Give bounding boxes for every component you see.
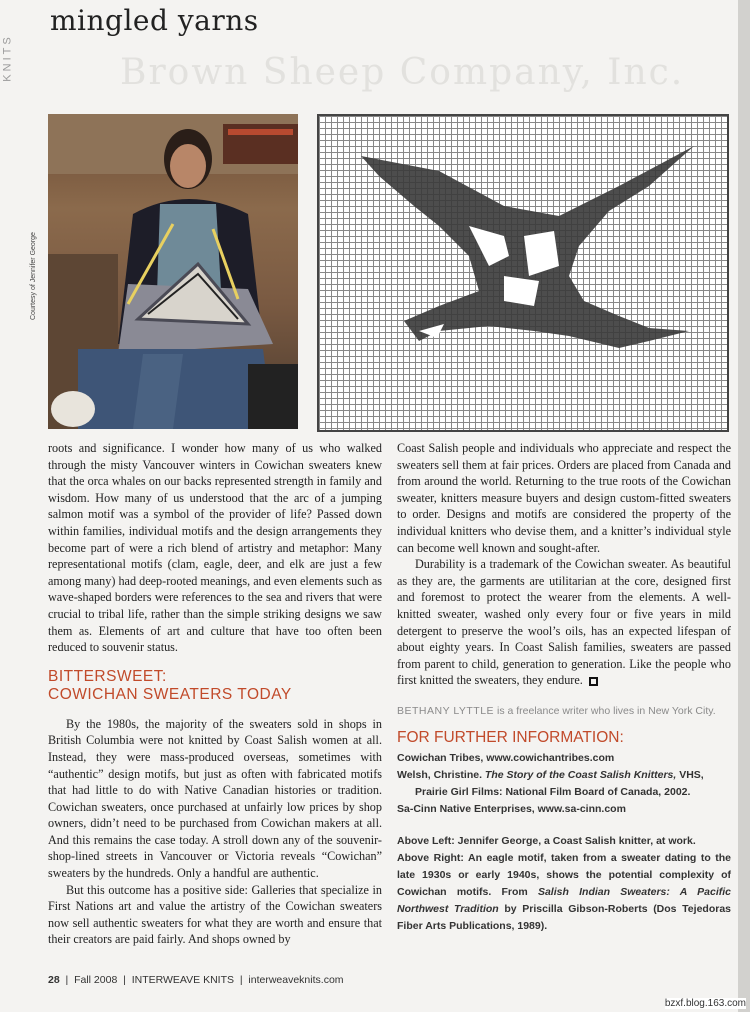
caption-left: Above Left: Jennifer George, a Coast Salish knitter, at work. xyxy=(397,835,696,848)
article-column-left xyxy=(48,440,382,948)
page-number: 28 xyxy=(48,974,60,986)
section-heading: BITTERSWEET: COWICHAN SWEATERS TODAY xyxy=(48,667,292,703)
photo-credit: Courtesy of Jennifer George xyxy=(30,232,37,320)
caption-right: Above Right: An eagle motif, taken from a sweater dating to the late 1930s or early 1940s, shows the potential complexity of Cowichan motifs. From Salish Indian Sweaters: A Pacific Northwest Tradition by Priscilla Gibson-Roberts (Dos Tejedoras Fiber Arts Publications, 1989). xyxy=(397,852,731,933)
page-edge-shadow xyxy=(738,0,750,1012)
article-column-right xyxy=(397,440,731,935)
eagle-motif-chart xyxy=(317,114,729,432)
resource-item-cont: Prairie Girl Films: National Film Board of Canada, 2002. xyxy=(415,786,691,799)
page-title: mingled yarns xyxy=(50,4,259,37)
magazine-name: INTERWEAVE KNITS xyxy=(131,974,234,986)
further-info-list xyxy=(397,750,731,818)
knitter-illustration xyxy=(48,114,298,429)
eagle-motif-icon xyxy=(319,116,727,430)
knitter-photo xyxy=(48,114,298,429)
further-info-heading: FOR FURTHER INFORMATION: xyxy=(397,728,624,746)
end-mark-icon xyxy=(589,677,598,686)
paragraph: Coast Salish people and individuals who appreciate and respect the sweaters sell them at fair prices. Orders are placed from Canada and from around the world. Returning to the true roots of the Cowichan sweater, knitters measure buyers and design custom-fitted sweaters to order. Designs and motifs are considered the property of the individual knitters who devise them, and a knitter’s individual style can become well known and sought-after. xyxy=(397,441,731,555)
paragraph: roots and significance. I wonder how many of us who walked through the misty Vancouver winters in Cowichan sweaters knew that the orca whales on our backs represented strength in family and wisdom. How many of us understood that the arc of a jumping salmon motif was a symbol of the provider of life? Passed down within families, individual motifs and the design arrangements they become part of were a rich blend of artistry and metaphor: Many representational motifs (clam, eagle, deer, and elk are just a few among many) had deep-rooted meanings, and even elements such as wave-shaped borders were references to the sea and rivers that were crucial to tribal life, rather than the simple striking designs we saw them as. Elements of art and culture that have too often been reduced to souvenir status. xyxy=(48,441,382,655)
author-bio: BETHANY LYTTLE is a freelance writer who lives in New York City. xyxy=(397,704,716,717)
resource-link[interactable]: Cowichan Tribes, www.cowichantribes.com xyxy=(397,752,615,765)
resource-link[interactable]: Sa-Cinn Native Enterprises, www.sa-cinn.com xyxy=(397,803,626,816)
paragraph: By the 1980s, the majority of the sweaters sold in shops in British Columbia were not knitted by Coast Salish women at all. Instead, they were mass-produced overseas, sometimes with “authentic” design motifs, but just as often with fabricated motifs that had little to do with Native Canadian histories or tradition. Cowichan sweaters, once purchased at unfairly low prices by shop owners, didn’t need to be purchased from Cowichan makers at all. And this remains the case today. A stroll down any of the souvenir-shop-lined streets in Vancouver or Victoria reveals “Cowichan” sweaters by the hundreds. Only a handful are authentic. xyxy=(48,716,382,881)
show-through-text: Brown Sheep Company, Inc. xyxy=(120,52,685,93)
section-label: KNITS xyxy=(1,34,14,82)
resource-item: Welsh, Christine. The Story of the Coast Salish Knitters, VHS, xyxy=(397,769,704,782)
issue: Fall 2008 xyxy=(74,974,118,986)
photo-captions xyxy=(397,833,731,935)
page-footer: 28 | Fall 2008 | INTERWEAVE KNITS | interweaveknits.com xyxy=(48,974,344,986)
paragraph: Durability is a trademark of the Cowichan sweater. As beautiful as they are, the garments are utilitarian at the core, designed first and foremost to protect the wearer from the elements. A well-knitted sweater, washed only every four or five years in mild detergent to preserve the wool’s oils, has an expected lifespan of about eighty years. In Coast Salish families, sweaters are passed from parent to child, generation to generation. Like the people who first knitted the sweaters, they endure. xyxy=(397,557,731,688)
site-link[interactable]: interweaveknits.com xyxy=(248,974,344,986)
watermark: bzxf.blog.163.com xyxy=(664,998,746,1009)
paragraph: But this outcome has a positive side: Galleries that specialize in First Nations art and value the artistry of the Cowichan sweaters now sell authentic sweaters for what they are worth and ensure that their creators are paid fairly. And shops owned by xyxy=(48,882,382,947)
